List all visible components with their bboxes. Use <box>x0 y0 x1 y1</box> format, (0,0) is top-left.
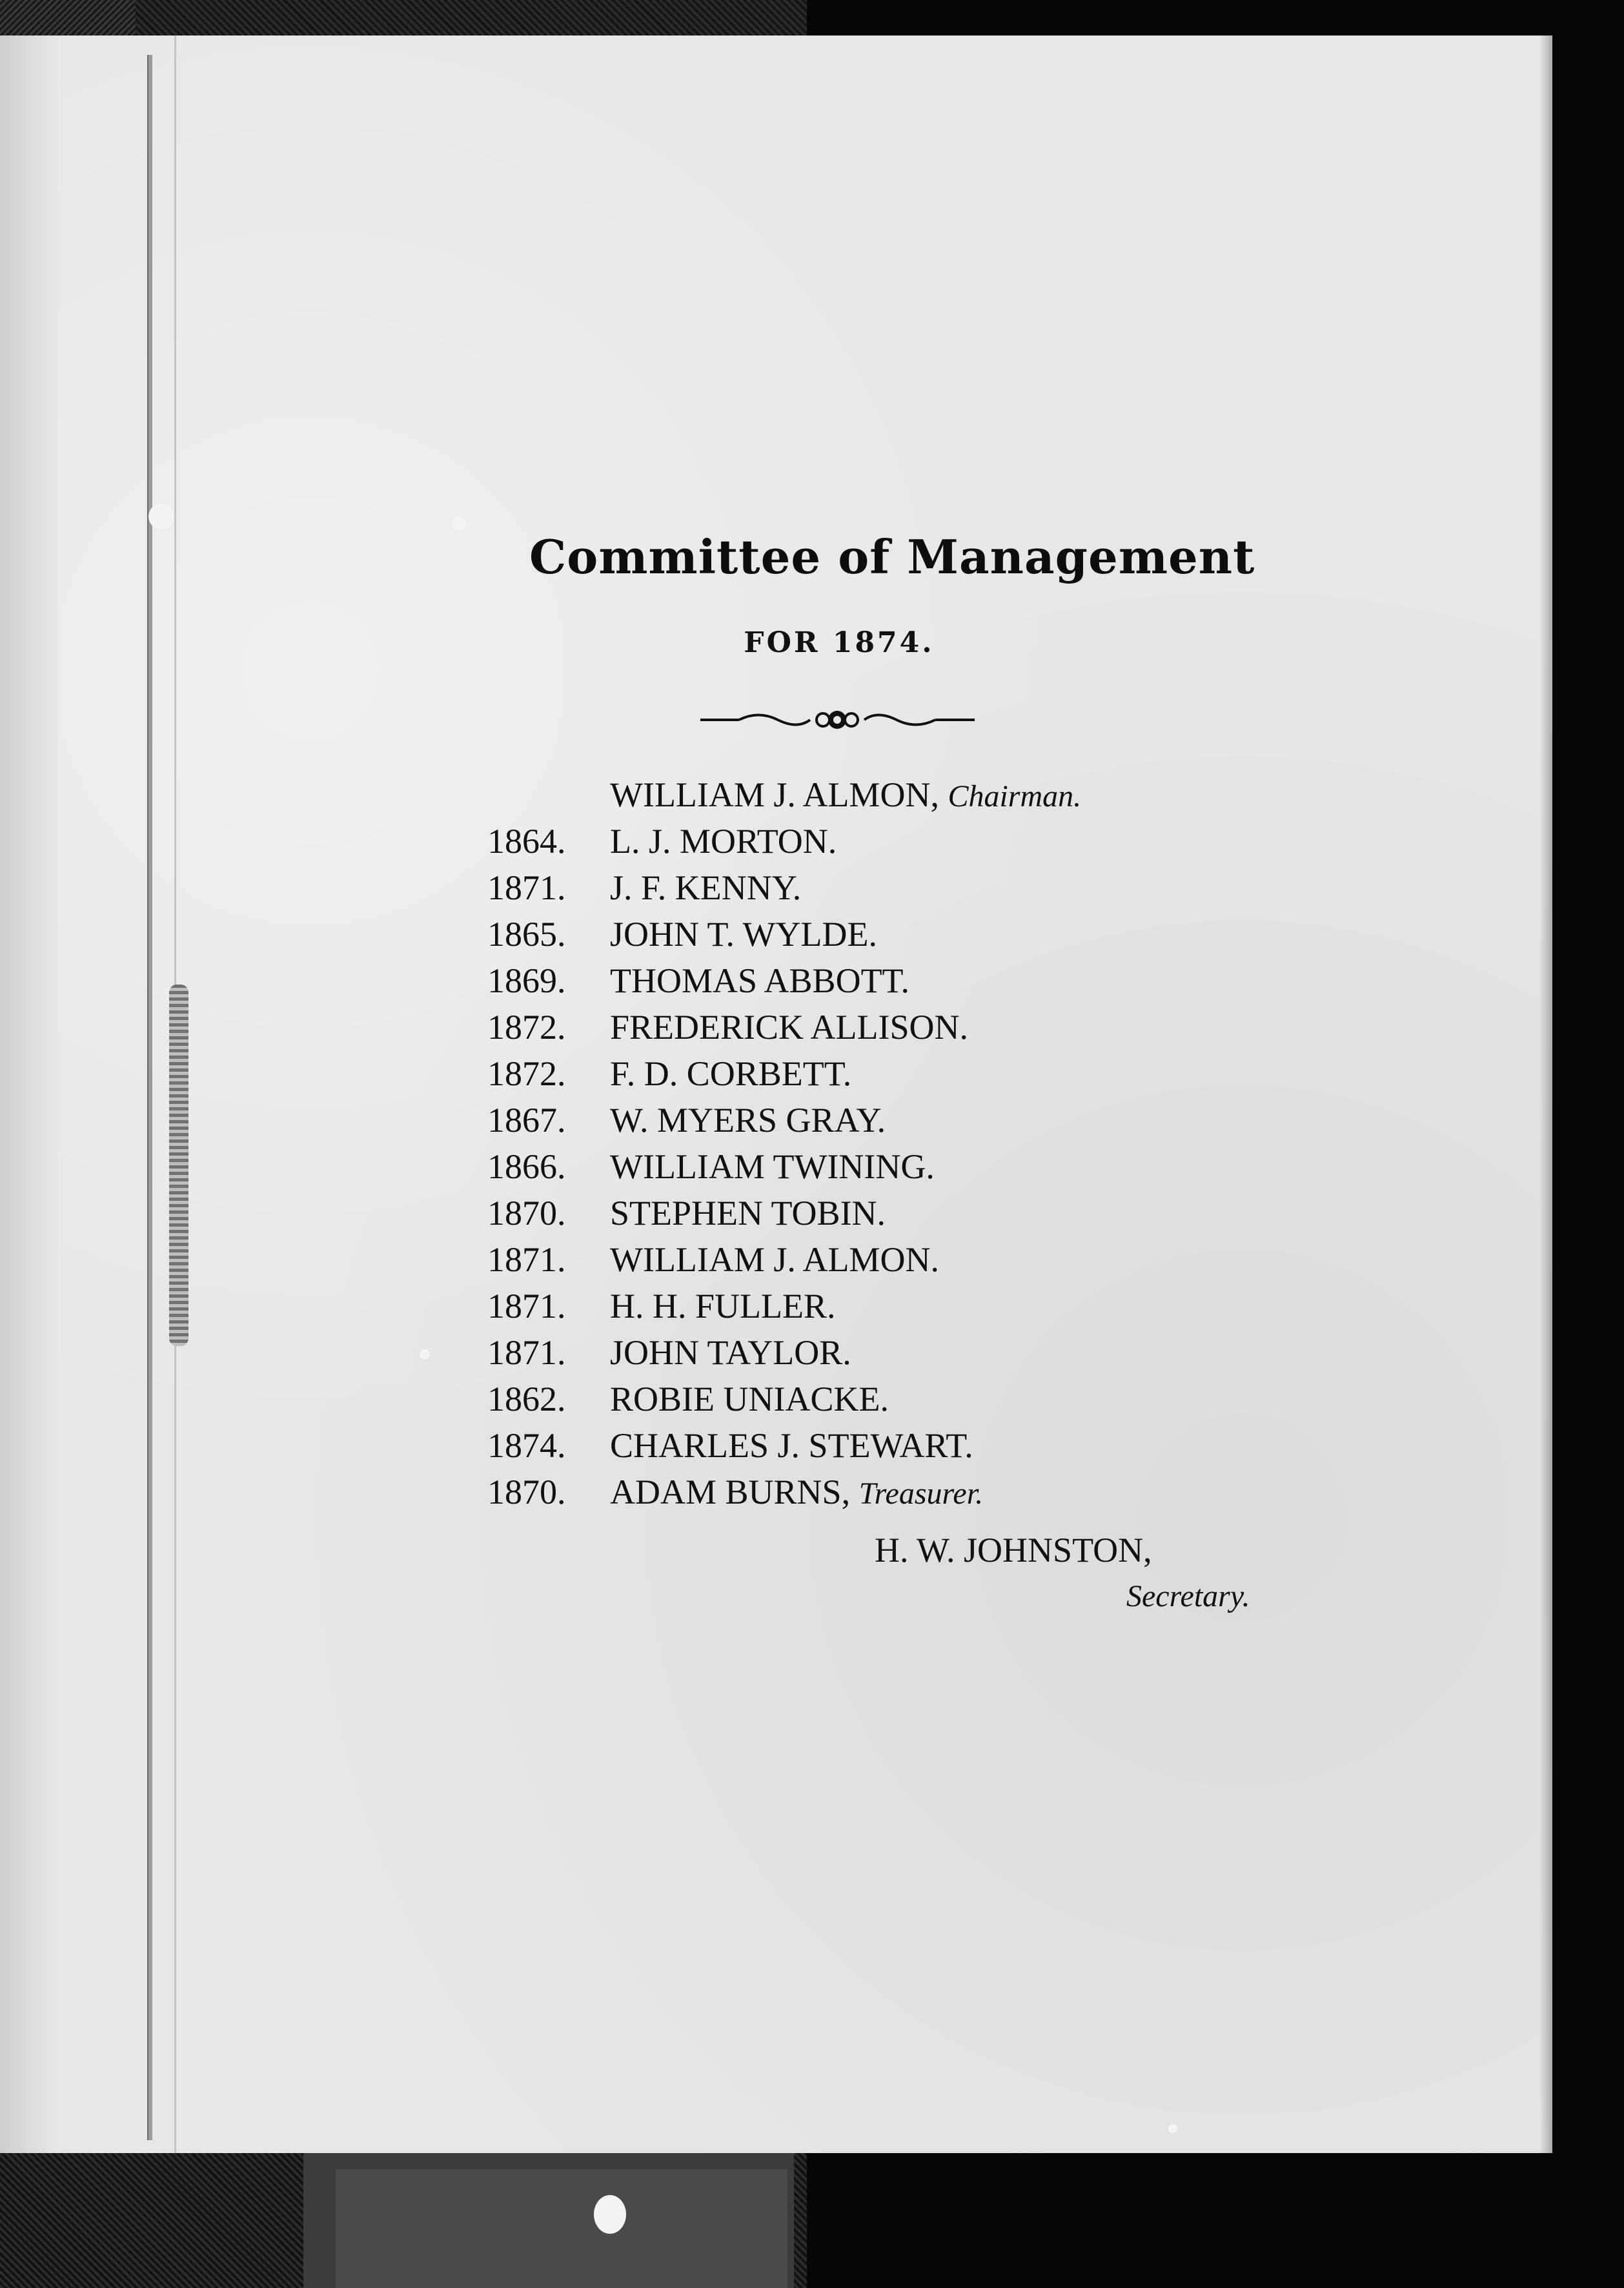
chairman-role: Chairman. <box>948 779 1082 813</box>
member-row <box>487 868 801 908</box>
member-name: W. MYERS GRAY. <box>610 1101 886 1139</box>
member-name: CHARLES J. STEWART. <box>610 1426 973 1465</box>
secretary-name: H. W. JOHNSTON, <box>875 1531 1152 1569</box>
member-name: JOHN T. WYLDE. <box>610 915 877 954</box>
member-name: F. D. CORBETT. <box>610 1054 852 1093</box>
member-year: 1867. <box>487 1101 566 1139</box>
member-row <box>487 1472 983 1512</box>
member-year: 1871. <box>487 1240 566 1279</box>
member-year: 1874. <box>487 1426 566 1465</box>
chairman-row <box>610 775 1081 815</box>
ornament-divider-icon <box>700 707 975 733</box>
member-year: 1870. <box>487 1194 566 1232</box>
member-year: 1871. <box>487 1333 566 1372</box>
member-year: 1866. <box>487 1147 566 1186</box>
member-year: 1865. <box>487 915 566 954</box>
member-year: 1871. <box>487 868 566 907</box>
member-row <box>487 1286 836 1326</box>
member-row <box>487 821 837 861</box>
member-name: FREDERICK ALLISON. <box>610 1008 969 1047</box>
member-name: WILLIAM J. ALMON. <box>610 1240 939 1279</box>
member-year: 1862. <box>487 1380 566 1418</box>
page-title: Committee of Management <box>529 529 1255 584</box>
member-year: 1870. <box>487 1473 566 1511</box>
member-name: THOMAS ABBOTT. <box>610 961 910 1000</box>
chairman-name: WILLIAM J. ALMON, <box>610 775 939 814</box>
member-row <box>487 961 909 1001</box>
member-year: 1864. <box>487 822 566 861</box>
member-name: ADAM BURNS, <box>610 1473 851 1511</box>
member-name: ROBIE UNIACKE. <box>610 1380 889 1418</box>
member-name: J. F. KENNY. <box>610 868 802 907</box>
member-row <box>487 1100 886 1140</box>
member-row <box>487 1054 851 1094</box>
member-row <box>487 1193 886 1233</box>
member-role: Treasurer. <box>858 1476 984 1511</box>
member-row <box>487 1425 973 1466</box>
member-year: 1869. <box>487 961 566 1000</box>
member-row <box>487 1240 939 1280</box>
member-row <box>487 1379 889 1419</box>
secretary-role: Secretary. <box>1126 1579 1250 1613</box>
member-name: JOHN TAYLOR. <box>610 1333 851 1372</box>
member-row <box>487 1147 935 1187</box>
member-name: L. J. MORTON. <box>610 822 837 861</box>
page-subtitle: FOR 1874. <box>744 626 935 659</box>
member-row <box>487 1333 851 1373</box>
member-year: 1872. <box>487 1054 566 1093</box>
member-name: STEPHEN TOBIN. <box>610 1194 886 1232</box>
member-name: WILLIAM TWINING. <box>610 1147 935 1186</box>
member-name: H. H. FULLER. <box>610 1287 836 1325</box>
member-year: 1872. <box>487 1008 566 1047</box>
member-row <box>487 914 877 954</box>
member-row <box>487 1007 968 1047</box>
member-year: 1871. <box>487 1287 566 1325</box>
